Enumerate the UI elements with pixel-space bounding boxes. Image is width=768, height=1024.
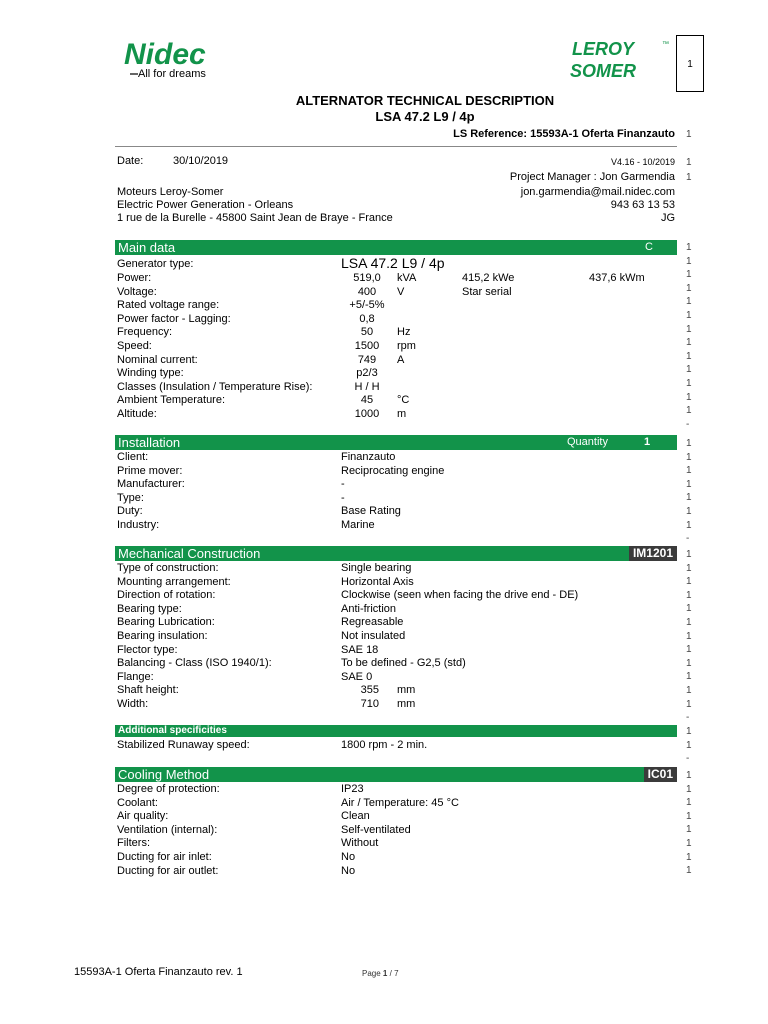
margin-mark: 1 bbox=[686, 255, 692, 267]
cooling-value: No bbox=[341, 851, 356, 863]
margin-mark: 1 bbox=[686, 685, 692, 696]
margin-mark: 1 bbox=[686, 269, 692, 281]
nidec-logo bbox=[120, 38, 245, 83]
installation-value: Marine bbox=[341, 519, 375, 531]
margin-mark: - bbox=[686, 418, 690, 430]
margin-mark: 1 bbox=[686, 451, 692, 463]
main-data-value: +5/-5% bbox=[349, 299, 385, 312]
main-data-unit: kVA bbox=[397, 272, 417, 284]
mechanical-label: Type of construction: bbox=[117, 562, 219, 574]
main-data-label: Power: bbox=[117, 272, 152, 284]
margin-mark: 1 bbox=[686, 851, 692, 863]
margin-mark: 1 bbox=[686, 576, 692, 588]
main-data-value: 45 bbox=[360, 394, 374, 407]
main-data-value: 1000 bbox=[354, 408, 380, 420]
svg-text:LEROY: LEROY bbox=[572, 39, 635, 59]
mechanical-value: Regreasable bbox=[341, 616, 404, 629]
cooling-label: Ducting for air inlet: bbox=[117, 851, 212, 863]
main-data-extra: Star serial bbox=[462, 285, 512, 298]
quantity-value: 1 bbox=[644, 436, 651, 448]
mechanical-value: 355 bbox=[360, 684, 379, 697]
margin-mark: 1 bbox=[686, 506, 692, 517]
section-title: Mechanical Construction bbox=[118, 546, 261, 561]
leroy-somer-logo bbox=[570, 38, 675, 82]
ls-reference: LS Reference: 15593A-1 Oferta Finanzauto bbox=[453, 128, 675, 140]
main-data-value: p2/3 bbox=[356, 367, 378, 380]
margin-mark: 1 bbox=[686, 405, 692, 417]
margin-mark: 1 bbox=[686, 350, 692, 362]
mechanical-label: Bearing type: bbox=[117, 602, 182, 615]
main-data-label: Rated voltage range: bbox=[117, 299, 220, 312]
cooling-value: Without bbox=[341, 837, 379, 850]
main-data-value: 1500 bbox=[354, 340, 380, 352]
margin-mark: 1 bbox=[686, 644, 692, 656]
main-data-unit: m bbox=[397, 408, 407, 420]
installation-label: Manufacturer: bbox=[117, 478, 185, 491]
margin-mark: 1 bbox=[686, 157, 692, 168]
nidec-logo-text: Nidec bbox=[124, 38, 206, 71]
main-data-label: Voltage: bbox=[117, 285, 157, 298]
margin-mark: - bbox=[686, 533, 690, 545]
margin-mark: 1 bbox=[686, 129, 692, 140]
quantity-label: Quantity bbox=[567, 436, 608, 448]
main-data-unit: °C bbox=[397, 394, 410, 407]
cooling-label: Filters: bbox=[117, 837, 150, 850]
margin-mark: 1 bbox=[686, 310, 692, 321]
margin-mark: 1 bbox=[686, 323, 692, 335]
cooling-value: Clean bbox=[341, 810, 370, 823]
section-cooling-method bbox=[115, 767, 677, 782]
main-data-label: Winding type: bbox=[117, 367, 184, 380]
footer-document-reference: 15593A-1 Oferta Finanzauto rev. 1 bbox=[74, 966, 243, 978]
main-data-label: Altitude: bbox=[117, 408, 157, 420]
margin-mark: - bbox=[686, 712, 690, 724]
main-data-value: H / H bbox=[354, 380, 380, 393]
mechanical-label: Bearing Lubrication: bbox=[117, 616, 215, 629]
margin-mark: 1 bbox=[686, 671, 692, 683]
main-data-unit: Hz bbox=[397, 326, 411, 339]
margin-mark: 1 bbox=[686, 810, 692, 822]
margin-mark: 1 bbox=[686, 465, 692, 477]
main-data-label: Nominal current: bbox=[117, 353, 198, 366]
installation-label: Duty: bbox=[117, 505, 143, 518]
installation-label: Type: bbox=[117, 491, 144, 504]
main-data-value: 0,8 bbox=[359, 312, 375, 325]
margin-mark: 1 bbox=[686, 296, 692, 308]
margin-mark: 1 bbox=[686, 282, 692, 294]
cooling-value: No bbox=[341, 864, 356, 877]
margin-mark: 1 bbox=[686, 378, 692, 389]
svg-text:™: ™ bbox=[662, 41, 669, 48]
main-data-unit: rpm bbox=[397, 340, 416, 352]
cooling-label: Ventilation (internal): bbox=[117, 823, 218, 836]
margin-mark: 1 bbox=[686, 519, 692, 531]
mechanical-value: Horizontal Axis bbox=[341, 575, 414, 588]
company-address: 1 rue de la Burelle - 45800 Saint Jean de Braye - France bbox=[117, 212, 393, 224]
section-mechanical-construction bbox=[115, 546, 677, 561]
document-title: ALTERNATOR TECHNICAL DESCRIPTION bbox=[295, 93, 555, 108]
margin-mark: 1 bbox=[686, 726, 692, 737]
margin-mark: 1 bbox=[686, 364, 692, 376]
margin-mark: 1 bbox=[686, 603, 692, 615]
section-class-code: C bbox=[645, 241, 653, 253]
margin-mark: - bbox=[686, 753, 690, 765]
installation-value: - bbox=[341, 491, 345, 504]
installation-label: Industry: bbox=[117, 519, 160, 531]
cooling-value: Air / Temperature: 45 °C bbox=[341, 796, 459, 809]
section-title: Additional specificities bbox=[118, 725, 227, 736]
mechanical-value: To be defined - G2,5 (std) bbox=[341, 657, 466, 670]
main-data-unit: A bbox=[397, 353, 405, 366]
margin-mark: 1 bbox=[686, 549, 692, 560]
margin-mark: 1 bbox=[686, 865, 692, 877]
version: V4.16 - 10/2019 bbox=[610, 157, 675, 167]
main-data-label: Power factor - Lagging: bbox=[117, 312, 231, 325]
section-additional-specificities bbox=[115, 725, 677, 737]
section-title: Cooling Method bbox=[118, 767, 210, 782]
margin-mark: 1 bbox=[686, 783, 692, 795]
document-subtitle: LSA 47.2 L9 / 4p bbox=[375, 109, 475, 124]
contact-initials: JG bbox=[660, 212, 675, 224]
margin-mark: 1 bbox=[686, 824, 692, 836]
date-label: Date: bbox=[117, 155, 144, 167]
margin-mark: 1 bbox=[686, 630, 692, 642]
section-title: Installation bbox=[118, 435, 181, 450]
installation-value: - bbox=[341, 478, 345, 491]
main-data-label: Frequency: bbox=[117, 326, 173, 339]
margin-mark: 1 bbox=[686, 589, 692, 601]
project-manager: Project Manager : Jon Garmendia bbox=[509, 171, 675, 183]
mechanical-label: Width: bbox=[117, 698, 149, 710]
margin-mark: 1 bbox=[686, 562, 692, 574]
mechanical-label: Shaft height: bbox=[117, 684, 179, 697]
company-division: Electric Power Generation - Orleans bbox=[117, 199, 294, 211]
main-data-value: 749 bbox=[357, 353, 377, 366]
mechanical-label: Bearing insulation: bbox=[117, 630, 208, 642]
page-number-box-value: 1 bbox=[687, 59, 693, 70]
cooling-code-badge: IC01 bbox=[644, 767, 677, 782]
installation-value: Reciprocating engine bbox=[341, 464, 445, 477]
margin-mark: 1 bbox=[686, 438, 692, 449]
generator-type-value: LSA 47.2 L9 / 4p bbox=[341, 255, 445, 271]
margin-mark: 1 bbox=[686, 172, 692, 183]
margin-mark: 1 bbox=[686, 391, 692, 403]
cooling-value: Self-ventilated bbox=[341, 823, 411, 836]
main-data-value: 519,0 bbox=[353, 272, 381, 284]
cooling-label: Air quality: bbox=[117, 810, 169, 823]
margin-mark: 1 bbox=[686, 698, 692, 710]
mechanical-value: Not insulated bbox=[341, 630, 406, 642]
contact-phone: 943 63 13 53 bbox=[610, 199, 675, 211]
mechanical-label: Balancing - Class (ISO 1940/1): bbox=[117, 657, 272, 670]
section-title: Main data bbox=[118, 240, 176, 255]
mechanical-value: SAE 0 bbox=[341, 670, 373, 683]
mechanical-label: Direction of rotation: bbox=[117, 589, 216, 602]
mechanical-value: Single bearing bbox=[341, 562, 412, 574]
margin-mark: 1 bbox=[686, 657, 692, 669]
margin-mark: 1 bbox=[686, 770, 692, 781]
contact-email: jon.garmendia@mail.nidec.com bbox=[520, 186, 675, 198]
footer-page-number: Page 1 / 7 bbox=[362, 969, 399, 978]
main-data-label: Ambient Temperature: bbox=[117, 394, 226, 407]
margin-mark: 1 bbox=[686, 242, 692, 253]
cooling-value: IP23 bbox=[341, 783, 364, 795]
nidec-slogan: All for dreams bbox=[138, 68, 206, 80]
main-data-value: 50 bbox=[360, 326, 374, 339]
cooling-label: Degree of protection: bbox=[117, 783, 220, 795]
installation-label: Client: bbox=[117, 451, 149, 463]
main-data-unit: V bbox=[397, 285, 405, 298]
divider bbox=[115, 146, 677, 147]
company-name: Moteurs Leroy-Somer bbox=[117, 186, 224, 198]
main-data-label: Classes (Insulation / Temperature Rise): bbox=[117, 380, 313, 393]
main-data-label: Speed: bbox=[117, 340, 152, 352]
section-main-data bbox=[115, 240, 677, 255]
installation-value: Base Rating bbox=[341, 505, 401, 518]
mechanical-unit: mm bbox=[397, 698, 416, 710]
page-number-box bbox=[676, 35, 704, 92]
generator-type-label: Generator type: bbox=[117, 258, 194, 270]
svg-text:SOMER: SOMER bbox=[570, 61, 637, 81]
section-installation bbox=[115, 435, 677, 450]
runaway-speed-value: 1800 rpm - 2 min. bbox=[341, 739, 428, 751]
mechanical-label: Flange: bbox=[117, 670, 154, 683]
mechanical-label: Flector type: bbox=[117, 643, 178, 656]
margin-mark: 1 bbox=[686, 492, 692, 504]
mechanical-value: Clockwise (seen when facing the drive end - DE) bbox=[341, 589, 579, 602]
mechanical-unit: mm bbox=[397, 684, 416, 697]
date-value: 30/10/2019 bbox=[173, 155, 229, 167]
margin-mark: 1 bbox=[686, 617, 692, 628]
margin-mark: 1 bbox=[686, 797, 692, 809]
margin-mark: 1 bbox=[686, 337, 692, 349]
main-data-extra: 415,2 kWe bbox=[462, 272, 515, 284]
mechanical-label: Mounting arrangement: bbox=[117, 575, 231, 588]
mechanical-value: SAE 18 bbox=[341, 643, 379, 656]
margin-mark: 1 bbox=[686, 739, 692, 751]
installation-value: Finanzauto bbox=[341, 451, 396, 463]
margin-mark: 1 bbox=[686, 478, 692, 490]
installation-label: Prime mover: bbox=[117, 464, 183, 477]
cooling-label: Coolant: bbox=[117, 796, 158, 809]
mechanical-value: 710 bbox=[360, 698, 379, 710]
main-data-extra: 437,6 kWm bbox=[589, 272, 645, 284]
main-data-value: 400 bbox=[357, 285, 377, 298]
runaway-speed-label: Stabilized Runaway speed: bbox=[117, 739, 250, 751]
mounting-code-badge: IM1201 bbox=[629, 546, 677, 561]
cooling-label: Ducting for air outlet: bbox=[117, 864, 219, 877]
mechanical-value: Anti-friction bbox=[341, 602, 397, 615]
margin-mark: 1 bbox=[686, 838, 692, 849]
